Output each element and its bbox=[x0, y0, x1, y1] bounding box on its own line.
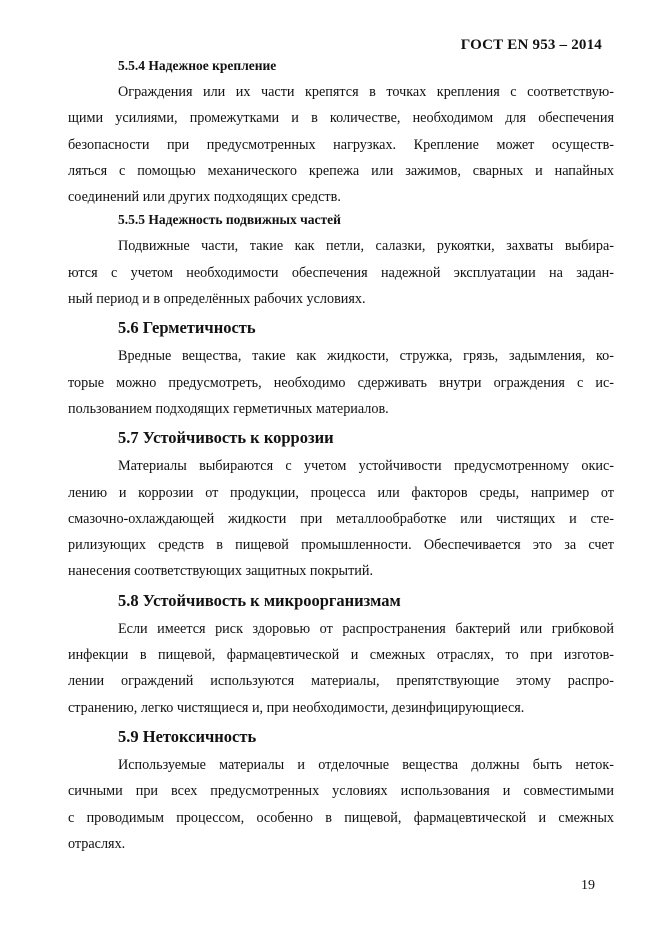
section bbox=[68, 725, 614, 857]
text-line: лению и коррозии от продукции, процесса или факторов среды, например от bbox=[68, 484, 614, 501]
text-line: рилизующих средств в пищевой промышленности. Обеспечивается это за счет bbox=[68, 537, 614, 554]
paragraph bbox=[68, 233, 614, 312]
text-line: Используемые материалы и отделочные вещества должны быть неток- bbox=[118, 756, 614, 773]
section-heading: 5.5.4 Надежное крепление bbox=[118, 58, 277, 73]
text-line: Подвижные части, такие как петли, салазки, рукоятки, захваты выбира- bbox=[118, 238, 614, 255]
section bbox=[68, 426, 614, 584]
section bbox=[68, 589, 614, 721]
text-line: пользованием подходящих герметичных материалов. bbox=[68, 400, 389, 417]
section-heading: 5.9 Нетоксичность bbox=[118, 726, 257, 746]
text-line: безопасности при предусмотренных нагрузках. Крепление может осуществ- bbox=[68, 136, 614, 153]
text-line: Вредные вещества, такие как жидкости, стружка, грязь, задымления, ко- bbox=[118, 348, 614, 365]
text-line: странению, легко чистящиеся и, при необходимости, дезинфицирующиеся. bbox=[68, 699, 525, 716]
text-line: с проводимым процессом, особенно в пищевой, фармацевтической и смежных bbox=[68, 809, 614, 826]
text-line: инфекции в пищевой, фармацевтической и смежных отраслях, то при изготов- bbox=[68, 647, 614, 664]
text-line: щими усилиями, промежутками и в количестве, необходимом для обеспечения bbox=[68, 110, 614, 127]
text-line: Материалы выбираются с учетом устойчивости предусмотренному окис- bbox=[118, 458, 614, 475]
text-line: Ограждения или их части крепятся в точках крепления с соответствую- bbox=[118, 84, 614, 100]
text-line: отраслях. bbox=[68, 835, 126, 852]
paragraph bbox=[68, 453, 614, 584]
text-line: лении ограждений используются материалы, препятствующие этому распро- bbox=[68, 673, 614, 690]
section-heading: 5.6 Герметичность bbox=[118, 318, 256, 338]
section-heading: 5.5.5 Надежность подвижных частей bbox=[118, 212, 341, 228]
paragraph bbox=[68, 79, 614, 210]
section bbox=[68, 56, 614, 210]
section bbox=[68, 210, 614, 312]
section bbox=[68, 316, 614, 422]
text-line: сичными при всех предусмотренных условиях использования и совместимыми bbox=[68, 783, 614, 800]
paragraph bbox=[68, 343, 614, 422]
paragraph bbox=[68, 616, 614, 721]
paragraph bbox=[68, 752, 614, 857]
section-heading: 5.8 Устойчивость к микроорганизмам bbox=[118, 590, 401, 610]
text-line: ляться с помощью механического крепежа или зажимов, сварных и напайных bbox=[68, 162, 614, 179]
text-line: ются с учетом необходимости обеспечения надежной эксплуатации на задан- bbox=[68, 264, 614, 281]
text-line: торые можно предусмотреть, необходимо сдерживать внутри ограждения с ис- bbox=[68, 374, 614, 391]
text-line: ный период и в определённых рабочих условиях. bbox=[68, 291, 366, 308]
section-heading: 5.7 Устойчивость к коррозии bbox=[118, 428, 334, 448]
text-line: смазочно-охлаждающей жидкости при металлообработке или чистящих и сте- bbox=[68, 510, 614, 527]
text-line: соединений или других подходящих средств. bbox=[68, 189, 341, 206]
document-body bbox=[68, 56, 614, 857]
document-code-header: ГОСТ EN 953 – 2014 bbox=[460, 37, 602, 53]
text-line: нанесения соответствующих защитных покрытий. bbox=[68, 563, 374, 580]
text-line: Если имеется риск здоровью от распространения бактерий или грибковой bbox=[118, 620, 614, 637]
page-number: 19 bbox=[581, 878, 595, 893]
